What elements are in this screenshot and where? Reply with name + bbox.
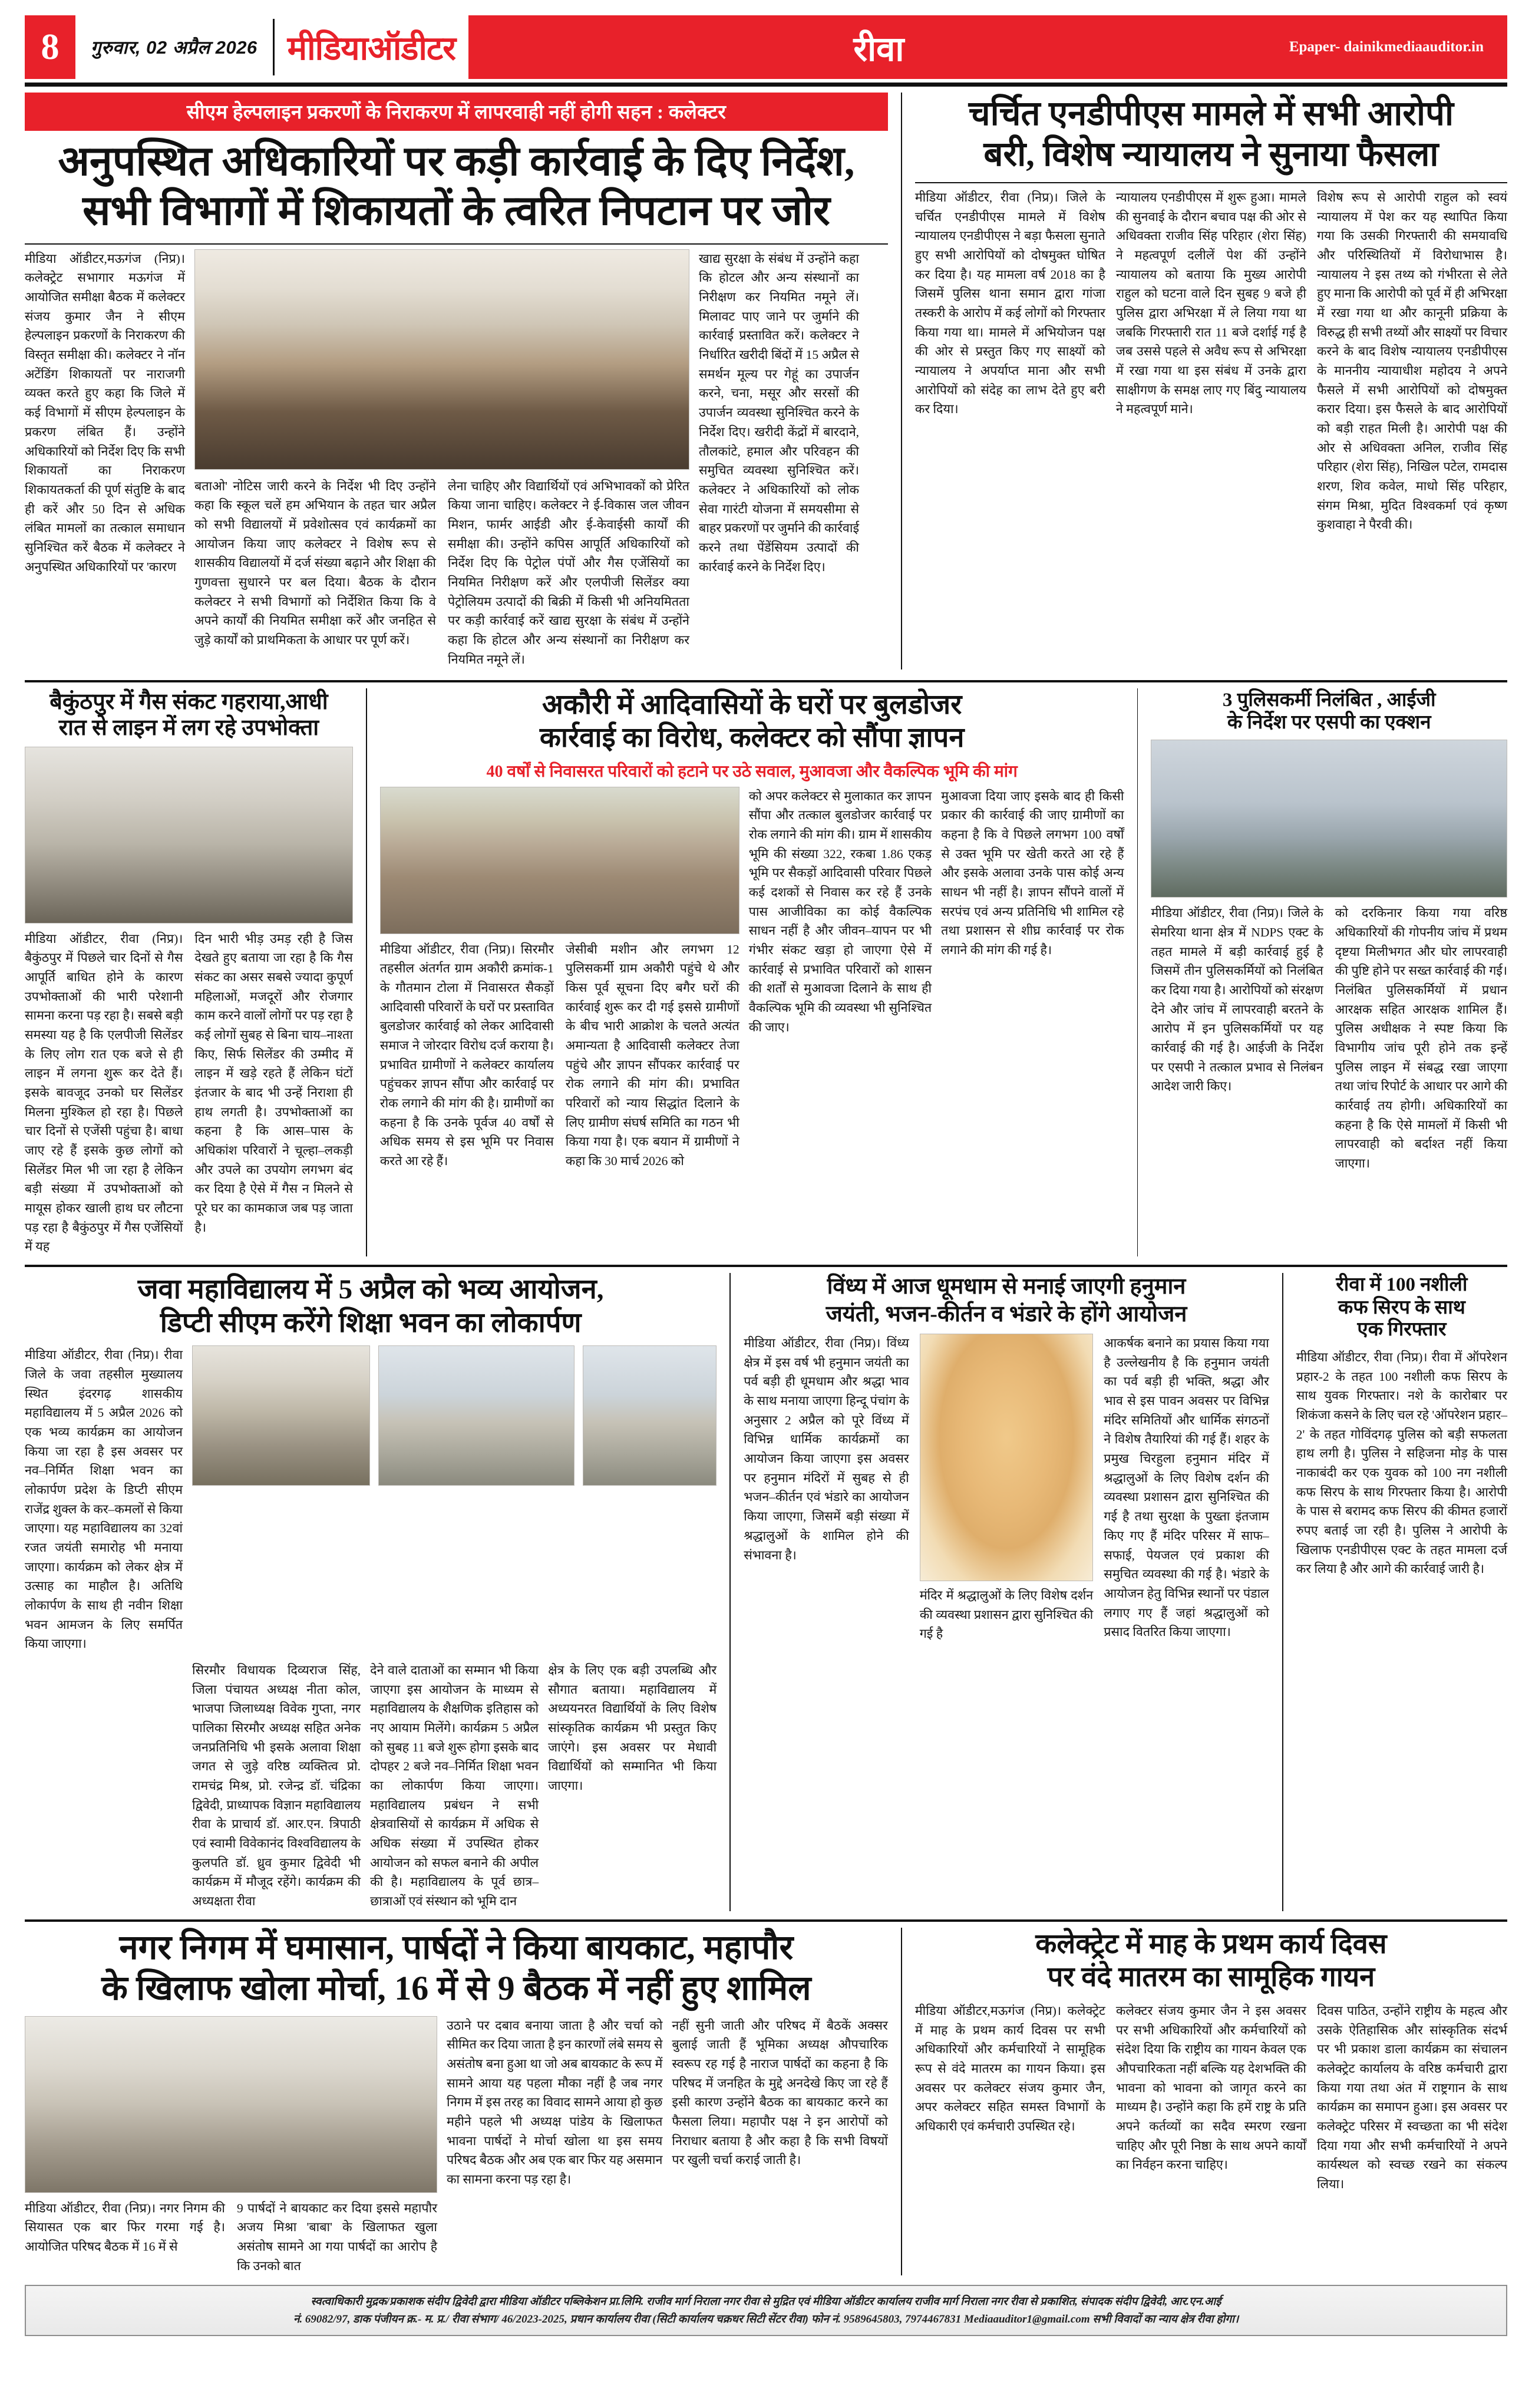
cough-column-1: मीडिया ऑडीटर, रीवा (निप्र)। रीवा में ऑपरेशन प्रहार-2 के तहत 100 नशीली कफ सिरप के साथ युवक गिरफ्तार। नशे के कारोबार पर शिकंजा कसने के लिए चल रहे 'ऑपरेशन प्रहार–2' के तहत गोविंदगढ़ पुलिस को बड़ी सफलता हाथ लगी है। पुलिस ने सहिजना मोड़ के पास नाकाबंदी कर एक युवक को 100 नग नशीली कफ सिरप के साथ गिरफ्तार किया है। आरोपी के पास से बरामद कफ सिरप की कीमत हजारों रुपए बताई जा रही है। पुलिस ने आरोपी के खिलाफ एनडीपीएस एक्ट के तहत मामला दर्ज कर लिया है और आगे की कार्रवाई जारी है। — [1296, 1350, 1507, 1576]
nigam-photo-council — [25, 2016, 437, 2193]
jawa-story — [25, 1273, 717, 1911]
akauri-photo-undercols — [380, 940, 739, 1171]
jawa-top-grid — [25, 1345, 717, 1654]
edition-banner — [468, 15, 1507, 79]
hanuman-photo-caption: मंदिर में श्रद्धालुओं के लिए विशेष दर्शन की व्यवस्था प्रशासन द्वारा सुनिश्चित की गई है — [919, 1588, 1094, 1641]
lead-column-2: बताओ' नोटिस जारी करने के निर्देश भी दिए उन्होंने कहा कि स्कूल चलें हम अभियान के तहत चार अप्रैल को सभी विद्यालयों में प्रवेशोत्सव एवं कार्यक्रमों का आयोजन किया जाए कलेक्टर ने विशेष रूप से शासकीय विद्यालयों में दर्ज संख्या बढ़ाने और शिक्षा की गुणवत्ता सुधारने पर बल दिया। बैठक के दौरान कलेक्टर ने सभी विभागों को निर्देशित किया कि वे अपने कार्यों की नियमित समीक्षा करें और जनहित से जुड़े कार्यों को प्राथमिकता के आधार पर पूर्ण करें। — [194, 479, 436, 648]
ndps-column-2: न्यायालय एनडीपीएस में शुरू हुआ। मामले की सुनवाई के दौरान बचाव पक्ष की ओर से अधिवक्ता राजीव सिंह परिहार (शेरा सिंह) ने महत्वपूर्ण दलीलें पेश कीं उन्होंने न्यायालय को बताया कि मुख्य आरोपी राहुल को घटना वाले दिन सुबह 9 बजे ही पुलिस द्वारा अभिरक्षा में ले लिया गया था जबकि गिरफ्तारी रात 11 बजे दर्शाई गई है जब उससे पहले से अवैध रूप से अभिरक्षा में रखा गया था इस संबंध में उनके द्वारा साक्षीगण के समक्ष लाए गए बिंदु न्यायालय ने महत्वपूर्ण माने। — [1115, 190, 1306, 417]
akauri-story — [380, 688, 1124, 1257]
lead-column-3: लेना चाहिए और विद्यार्थियों एवं अभिभावकों को प्रेरित किया जाना चाहिए। कलेक्टर ने ई-विकास जल जीवन मिशन, फार्मर आईडी और ई-केवाईसी कार्यों की समीक्षा की। उन्होंने कपिस आपूर्ति अधिकारियों को निर्देश दिए कि पेट्रोल पंपों और गैस एजेंसियों का नियमित निरीक्षण करें और एलपीजी सिलेंडर क्या पेट्रोलियम उत्पादों की बिक्री में किसी भी अनियमितता पर कड़ी कार्रवाई करें खाद्य सुरक्षा के संबंध में उन्होंने कहा कि होटल और अन्य संस्थानों का निरीक्षण कर नियमित नमूने लें। — [448, 479, 689, 667]
jawa-headline-line2: डिप्टी सीएम करेंगे शिक्षा भवन का लोकार्पण — [160, 1307, 582, 1338]
lead-photo-meeting — [194, 249, 689, 470]
gas-akauri-divider — [366, 688, 367, 1257]
jawa-hanuman-divider — [729, 1273, 731, 1911]
ndps-column-1: मीडिया ऑडीटर, रीवा (निप्र)। जिले के चर्चित एनडीपीएस मामले में विशेष न्यायालय एनडीपीएस ने बड़ा फैसला सुनाते हुए सभी आरोपियों को दोषमुक्त घोषित कर दिया है। यह मामला वर्ष 2018 का है जिसमें पुलिस थाना समान द्वारा गांजा तस्करी के आरोप में कई लोगों को गिरफ्तार किया गया था। मामले में अभियोजन पक्ष की ओर से प्रस्तुत किए गए साक्ष्यों को न्यायालय ने अपर्याप्त माना और सभी आरोपियों को संदेह का लाभ देते हुए बरी कर दिया। — [914, 190, 1105, 417]
section-bottom — [25, 1928, 1507, 2276]
jawa-photo-building — [378, 1345, 574, 1486]
gas-column-2: दिन भारी भीड़ उमड़ रही है जिस देखते हुए बताया जा रहा है कि गैस संकट का असर सबसे ज्यादा कुपूर्ण महिलाओं, मजदूरों और रोजगार काम करने वालों लोगों पर पड़ रहा है कई लोगों सुबह से बिना चाय–नाश्ता किए, सिर्फ सिलेंडर की उम्मीद में लाइन में खड़े रहते हैं लेकिन घंटों इंतजार के बाद भी उन्हें निराशा ही हाथ लगती है। उपभोक्ताओं का कहना है कि आस–पास के अधिकांश परिवारों ने चूल्हा–लकड़ी और उपले का उपयोग लगभग बंद कर दिया है ऐसे में गैस न मिलने से पूरे घर का कामकाज जब पड़ जाता है। — [194, 931, 353, 1235]
lead-headline-line2: सभी विभागों में शिकायतों के त्वरित निपटान पर जोर — [82, 189, 830, 235]
lead-body-grid — [25, 249, 888, 669]
footer-line-2: नं. 69082/97, डाक पंजीयन क्र.- म. प्र./ रीवा संभाग/ 46/2023-2025, प्रधान कार्यालय रीवा (सिटी कार्यालय चक्रधर सिटी सेंटर रीवा) फोन नं. 9589645803, 7974467831 Mediaauditor1@gmail.com सभी विवादों का न्याय क्षेत्र रीवा होगा। — [293, 2313, 1239, 2325]
nigam-headline-line1: नगर निगम में घमासान, पार्षदों ने किया बायकाट, महापौर — [119, 1928, 794, 1967]
section-middle — [25, 688, 1507, 1257]
gas-photo-street — [25, 747, 353, 923]
akauri-headline-line1: अकौरी में आदिवासियों के घरों पर बुलडोजर — [542, 689, 962, 720]
vande-column-2: कलेक्टर संजय कुमार जैन ने इस अवसर पर सभी अधिकारियों और कर्मचारियों को संदेश दिया कि राष्ट्रीय का गायन केवल एक औपचारिकता नहीं बल्कि यह देशभक्ति की भावना को भावना को जागृत करने का माध्यम है। उन्होंने कहा कि हमें राष्ट्र के प्रति अपने कर्तव्यों का सदैव स्मरण रखना चाहिए और पूरी निष्ठा के साथ अपने कार्यों का निर्वहन करना चाहिए। — [1115, 2004, 1306, 2172]
gas-headline-line1: बैकुंठपुर में गैस संकट गहराया,आधी — [49, 689, 328, 714]
section-lead — [25, 93, 1507, 669]
jawa-column-4: क्षेत्र के लिए एक बड़ी उपलब्धि और सौगात बताया। महाविद्यालय में अध्ययनरत विद्यार्थियों के लिए विशेष सांस्कृतिक कार्यक्रम भी प्रस्तुत किए जाएंगे। इस अवसर पर मेधावी विद्यार्थियों को सम्मानित भी किया जाएगा। — [548, 1663, 717, 1793]
gas-headline-line2: रात से लाइन में लग रहे उपभोक्ता — [58, 715, 319, 741]
section1-bottom-rule — [25, 680, 1507, 682]
jawa-photo-group — [192, 1345, 370, 1486]
cough-story — [1296, 1273, 1507, 1911]
cough-headline-line2: कफ सिरप के साथ — [1338, 1297, 1465, 1318]
ndps-headline-line1: चर्चित एनडीपीएस मामले में सभी आरोपी — [968, 94, 1454, 133]
lead-photo-undercols — [194, 477, 689, 669]
masthead — [25, 15, 1507, 79]
akauri-column-2: जेसीबी मशीन और लगभग 12 पुलिसकर्मी ग्राम अकौरी पहुंचे थे और किस पूर्व सूचना दिए बगैर घरों की कार्रवाई शुरू कर दी गई इससे ग्रामीणों के बीच भारी आक्रोश के चलते अत्यंत अमान्यता है आदिवासी कलेक्टर तेजा पहुंचे और ज्ञापन सौंपकर कार्रवाई पर रोक लगाने की मांग की। प्रभावित परिवारों को न्याय सिद्धांत दिलाने के लिए ग्रामीण संघर्ष समिति का गठन भी किया गया है। एक बयान में ग्रामीणों ने कहा कि 30 मार्च 2026 को — [565, 942, 739, 1169]
suspend-headline-line2: के निर्देश पर एसपी का एक्शन — [1227, 712, 1431, 734]
edition-name: रीवा — [853, 29, 904, 68]
lead-column-4: खाद्य सुरक्षा के संबंध में उन्होंने कहा कि होटल और अन्य संस्थानों का निरीक्षण कर नियमित नमूने लें। मिलावट पाए जाने पर जुर्माने की कार्रवाई प्रस्तावित करें। कलेक्टर ने निर्धारित खरीदी बिंदों में 15 अप्रैल से समर्थन मूल्य पर गेहूं का उपार्जन करने, चना, मसूर और सरसों की उपार्जन व्यवस्था सुनिश्चित करने के निर्देश दिए। खरीदी केंद्रों में बारदाने, तौलकांटे, हमाल और परिवहन की समुचित व्यवस्था सुनिश्चित करें। कलेक्टर ने अधिकारियों को लोक सेवा गारंटी योजना में समयसीमा से बाहर प्रकरणों पर जुर्माने की कार्रवाई करने तथा पेंडेंसियम उत्पादों की कार्रवाई करने के निर्देश दिए। — [699, 251, 859, 574]
vande-headline-line2: पर वंदे मातरम का सामूहिक गायन — [1047, 1962, 1375, 1993]
section1-vertical-divider — [901, 93, 902, 669]
footer-line-1: स्वत्वाधिकारी मुद्रक/प्रकाशक संदीप द्विवेदी द्वारा मीडिया ऑडीटर पब्लिकेशन प्रा.लिमि. राजीव मार्ग निराला नगर रीवा से मुद्रित एवं मीडिया ऑडीटर कार्यालय राजीव मार्ग निराला नगर रीवा से प्रकाशित, संपादक संदीप द्विवेदी, आर.एन.आई — [311, 2295, 1221, 2308]
gas-column-1: मीडिया ऑडीटर, रीवा (निप्र)। बैकुंठपुर में पिछले चार दिनों से गैस आपूर्ति बाधित होने के कारण उपभोक्ताओं की भारी परेशानी सामना करना पड़ रहा है। सबसे बड़ी समस्या यह है कि एलपीजी सिलेंडर के लिए लोग रात एक बजे से ही लाइन में लगना शुरू कर देते हैं। इसके बावजूद उनको घर सिलेंडर मिलना मुश्किल हो रहा है। पिछले चार दिनों से एजेंसी पहुंचा है। बाधा जाए रहे हैं इसके कुछ लोगों को सिलेंडर मिल भी जा रहा है लेकिन बड़ी संख्या में उपभोक्ताओं को मायूस होकर खाली हाथ घर लौटना पड़ रहा है बैकुंठपुर में गैस एजेंसियों में यह — [25, 931, 183, 1254]
nigam-column-1: मीडिया ऑडीटर, रीवा (निप्र)। नगर निगम की सियासत एक बार फिर गरमा गई है। आयोजित परिषद बैठक में 16 में से — [25, 2201, 225, 2254]
jawa-column-3: देने वाले दाताओं का सम्मान भी किया जाएगा इस आयोजन के माध्यम से महाविद्यालय के शैक्षणिक इतिहास को नए आयाम मिलेंगे। कार्यक्रम 5 अप्रैल को सुबह 11 बजे शुरू होगा इसके बाद दोपहर 2 बजे नव–निर्मित शिक्षा भवन का लोकार्पण किया जाएगा। महाविद्यालय प्रबंधन ने सभी क्षेत्रवासियों से कार्यक्रम में अधिक से अधिक संख्या में उपस्थित होकर आयोजन को सफल बनाने की अपील की है। महाविद्यालय के पूर्व छात्र–छात्राओं एवं संस्थान को भूमि दान — [370, 1663, 539, 1909]
jawa-body-grid — [25, 1661, 717, 1911]
footer-imprint — [25, 2285, 1507, 2336]
gas-body-grid — [25, 929, 353, 1256]
lead-story — [25, 93, 888, 669]
lead-kicker: सीएम हेल्पलाइन प्रकरणों के निराकरण में लापरवाही नहीं होगी सहन : कलेक्टर — [25, 93, 888, 131]
jawa-photo-row — [192, 1345, 717, 1654]
jawa-headline-line1: जवा महाविद्यालय में 5 अप्रैल को भव्य आयोजन, — [137, 1274, 604, 1305]
lead-photo-block — [194, 249, 689, 669]
vande-story — [915, 1928, 1507, 2276]
hanuman-column-2: आकर्षक बनाने का प्रयास किया गया है उल्लेखनीय है कि हनुमान जयंती का पर्व बड़ी ही भक्ति, श्रद्धा और भाव से इस पावन अवसर पर विभिन्न मंदिर समितियों और धार्मिक संगठनों ने विशेष तैयारियां की गई हैं। शहर के प्रमुख चिरहुला हनुमान मंदिर में श्रद्धालुओं के लिए विशेष दर्शन की व्यवस्था प्रशासन द्वारा सुनिश्चित की गई है तथा सुरक्षा के पुख्ता इंतजाम किए गए हैं मंदिर परिसर में साफ–सफाई, पेयजल एवं प्रकाश की समुचित व्यवस्था की गई है। भंडारे के आयोजन हेतु विभिन्न स्थानों पर पंडाल लगाए गए हैं जहां श्रद्धालुओं को प्रसाद वितरित किया जाएगा। — [1104, 1336, 1269, 1640]
ndps-rule — [915, 182, 1507, 183]
akauri-column-4: मुआवजा दिया जाए इसके बाद ही किसी प्रकार की कार्रवाई की जाए ग्रामीणों का कहना है कि वे पिछले लगभग 100 वर्षों से उक्त भूमि पर खेती करते आ रहे हैं और इसके अलावा उनके पास कोई अन्य साधन भी नहीं है। ज्ञापन सौंपने वालों में सरपंच एवं अन्य प्रतिनिधि भी शामिल रहे तथा प्रशासन से शीघ्र कार्रवाई पर रोक लगाने की मांग की गई है। — [941, 789, 1124, 958]
suspend-headline-line1: 3 पुलिसकर्मी निलंबित , आईजी — [1222, 689, 1436, 711]
akauri-subheadline: 40 वर्षों से निवासरत परिवारों को हटाने पर उठे सवाल, मुआवजा और वैकल्पिक भूमि की मांग — [486, 762, 1018, 781]
vande-column-3: दिवस पाठित, उन्होंने राष्ट्रीय के महत्व और उसके ऐतिहासिक और सांस्कृतिक संदर्भ पर भी प्रकाश डाला कार्यक्रम का संचालन कलेक्ट्रेट कार्यालय के वरिष्ठ कर्मचारी द्वारा किया गया तथा अंत में राष्ट्रगान के साथ कार्यक्रम का समापन हुआ। इस अवसर पर कलेक्ट्रेट परिसर में स्वच्छता का भी संदेश दिया गया और सभी कर्मचारियों ने अपने कार्यस्थल को स्वच्छ रखने का संकल्प लिया। — [1316, 2004, 1507, 2192]
masthead-rule — [25, 83, 1507, 87]
nigam-photo-block — [25, 2016, 437, 2276]
ndps-story — [915, 93, 1507, 669]
brand-logo: मीडियाऑडीटर — [287, 31, 455, 67]
suspend-column-1: मीडिया ऑडीटर, रीवा (निप्र)। जिले के सेमरिया थाना क्षेत्र में NDPS एक्ट के तहत मामले में बड़ी कार्रवाई हुई है जिसमें तीन पुलिसकर्मियों को निलंबित कर दिया गया है। आरोपियों को संरक्षण देने और जांच में लापरवाही बरतने के आरोप में इन पुलिसकर्मियों पर यह कार्रवाई की गई है। आईजी के निर्देश पर एसपी ने तत्काल प्रभाव से निलंबन आदेश जारी किए। — [1151, 906, 1323, 1094]
nigam-column-3: उठाने पर दबाव बनाया जाता है और चर्चा को सीमित कर दिया जाता है इन कारणों लंबे समय से असंतोष बना हुआ था जो अब बायकाट के रूप में सामने आया यह पहला मौका नहीं है जब नगर निगम में इस तरह का विवाद सामने आया हो कुछ महीने पहले भी अध्यक्ष पांडेय के खिलाफत भावना पार्षदों ने मोर्चा खोला था इस समय परिषद बैठक और अब एक बार फिर यह असमान का सामना करना पड़ रहा है। — [447, 2018, 663, 2187]
ndps-headline-line2: बरी, विशेष न्यायालय ने सुनाया फैसला — [983, 134, 1439, 173]
cough-headline-line3: एक गिरफ्तार — [1357, 1318, 1447, 1340]
vande-headline-line1: कलेक्ट्रेट में माह के प्रथम कार्य दिवस — [1035, 1928, 1387, 1960]
lead-rule — [25, 243, 888, 245]
akauri-body-grid — [380, 787, 1124, 1171]
hanuman-photo-block — [920, 1334, 1094, 1644]
jawa-photo-campus — [583, 1345, 717, 1486]
hanuman-column-1: मीडिया ऑडीटर, रीवा (निप्र)। विंध्य क्षेत्र में इस वर्ष भी हनुमान जयंती का पर्व बड़ी ही धूमधाम और श्रद्धा भाव के साथ मनाया जाएगा हिन्दू पंचांग के अनुसार 2 अप्रैल को पूरे विंध्य में विभिन्न धार्मिक कार्यक्रमों का आयोजन किया जाएगा इस अवसर पर हनुमान मंदिरों में सुबह से ही भजन–कीर्तन एवं भंडारे का आयोजन किया जाएगा, जिसमें बड़ी संख्या में श्रद्धालुओं के शामिल होने की संभावना है। — [744, 1336, 909, 1562]
suspend-story — [1151, 688, 1507, 1257]
akauri-photo-protest — [380, 787, 739, 934]
section-third — [25, 1273, 1507, 1911]
vande-column-1: मीडिया ऑडीटर,मऊगंज (निप्र)। कलेक्ट्रेट में माह के प्रथम कार्य दिवस पर सभी अधिकारियों और कर्मचारियों ने सामूहिक रूप से वंदे मातरम का गायन किया। इस अवसर पर कलेक्टर संजय कुमार जैन, अपर कलेक्टर सहित समस्त विभागों के अधिकारी एवं कर्मचारी उपस्थित रहे। — [914, 2004, 1105, 2134]
jawa-column-2: सिरमौर विधायक दिव्यराज सिंह, जिला पंचायत अध्यक्ष नीता कोल, भाजपा जिलाध्यक्ष विवेक गुप्ता, नगर पालिका सिरमौर अध्यक्ष सहित अनेक जनप्रतिनिधि भी इसके अलावा शिक्षा जगत से जुड़े वरिष्ठ व्यक्तित्व प्रो. रामचंद्र मिश्र, प्रो. रजेन्द्र डॉ. चंद्रिका द्विवेदी, प्राध्यापक विज्ञान महाविद्यालय रीवा के प्राचार्य डॉ. आर.एन. त्रिपाठी एवं स्वामी विवेकानंद विश्वविद्यालय के कुलपति डॉ. ध्रुव कुमार द्विवेदी भी कार्यक्रम में मौजूद रहेंगे। कार्यक्रम की अध्यक्षता रीवा — [192, 1663, 361, 1909]
lead-column-1: मीडिया ऑडीटर,मऊगंज (निप्र)। कलेक्ट्रेट सभागार मऊगंज में आयोजित समीक्षा बैठक में कलेक्टर संजय कुमार जैन ने सीएम हेल्पलाइन प्रकरणों के निराकरण की विस्तृत समीक्षा की। कलेक्टर ने नॉन अटेंडिंग शिकायतों पर नाराजगी व्यक्त करते हुए कहा कि जिले में कई विभागों में सीएम हेल्पलाइन के प्रकरण लंबित हैं। उन्होंने अधिकारियों को निर्देश दिए कि सभी शिकायतों का निराकरण शिकायतकर्ता की पूर्ण संतुष्टि के बाद ही करें और 50 दिन से अधिक लंबित मामलों का तत्काल समाधान सुनिश्चित करें बैठक में कलेक्टर ने अनुपस्थित अधिकारियों पर 'कारण — [25, 251, 185, 574]
nigam-headline-line2: के खिलाफ खोला मोर्चा, 16 में से 9 बैठक में नहीं हुए शामिल — [101, 1968, 811, 2007]
publication-date: गुरुवार, 02 अप्रैल 2026 — [91, 37, 257, 58]
akauri-headline-line2: कार्रवाई का विरोध, कलेक्टर को सौंपा ज्ञापन — [539, 723, 965, 754]
akauri-photo-block — [380, 787, 739, 1171]
nigam-column-4: नहीं सुनी जाती और परिषद में बैठकें अक्सर बुलाई जाती हैं भूमिका अध्यक्ष औपचारिक स्वरूप रह गई है नाराज पार्षदों का कहना है कि परिषद में जनहित के मुद्दे अनदेखे किए जा रहे हैं इसी कारण उन्होंने बैठक का बायकाट करने का फैसला लिया। महापौर पक्ष ने इन आरोपों को निराधार बताया है और कहा है कि सभी विषयों पर खुली चर्चा कराई जाती है। — [672, 2018, 888, 2168]
nigam-body-grid — [25, 2016, 888, 2276]
nigam-photo-undercols — [25, 2199, 437, 2276]
suspend-column-2: को दरकिनार किया गया वरिष्ठ अधिकारियों की गोपनीय जांच में प्रथम दृष्टया मिलीभगत और घोर लापरवाही की पुष्टि होने पर सख्त कार्रवाई की गई। निलंबित पुलिसकर्मियों में प्रधान आरक्षक सहित आरक्षक शामिल हैं। पुलिस अधीक्षक ने स्पष्ट किया कि विभागीय जांच पूरी होने तक इन्हें पुलिस लाइन में संबद्ध रखा जाएगा तथा जांच रिपोर्ट के आधार पर आगे की कार्रवाई तय होगी। अधिकारियों का कहना है कि ऐसे मामलों में किसी भी लापरवाही को बर्दाश्त नहीं किया जाएगा। — [1335, 906, 1508, 1171]
page-number: 8 — [25, 15, 75, 79]
akauri-column-1: मीडिया ऑडीटर, रीवा (निप्र)। सिरमौर तहसील अंतर्गत ग्राम अकौरी क्रमांक-1 के गौतमान टोला में निवासरत सैकड़ों आदिवासी परिवारों के घरों पर प्रस्तावित बुलडोजर कार्रवाई को लेकर आदिवासी समाज ने जोरदार विरोध दर्ज कराया है। प्रभावित ग्रामीणों ने कलेक्टर कार्यालय पहुंचकर ज्ञापन सौंपा और कार्रवाई पर रोक लगाने की मांग की है। ग्रामीणों का कहना है कि उनके पूर्वज 40 वर्षों से अधिक समय से इस भूमि पर निवास करते आ रहे हैं। — [379, 942, 554, 1169]
suspend-photo-gate — [1151, 740, 1507, 898]
hanuman-cough-divider — [1282, 1273, 1283, 1911]
hanuman-photo-idol — [920, 1334, 1094, 1581]
cough-headline-line1: रीवा में 100 नशीली — [1336, 1274, 1468, 1296]
vande-body-grid — [915, 2001, 1507, 2194]
nigam-column-2: 9 पार्षदों ने बायकाट कर दिया इससे महापौर अजय मिश्रा 'बाबा' के खिलाफत खुला असंतोष सामने आ गया पार्षदों का आरोप है कि उनको बात — [237, 2201, 437, 2273]
suspend-body-grid — [1151, 903, 1507, 1173]
section3-bottom-rule — [25, 1919, 1507, 1922]
nigam-vande-divider — [901, 1928, 902, 2276]
jawa-column-1: मीडिया ऑडीटर, रीवा (निप्र)। रीवा जिले के जवा तहसील मुख्यालय स्थित इंदरगढ़ शासकीय महाविद्यालय में 5 अप्रैल 2026 को एक भव्य कार्यक्रम का आयोजन किया जा रहा है इस अवसर पर नव–निर्मित शिक्षा भवन का लोकार्पण प्रदेश के डिप्टी सीएम राजेंद्र शुक्ल के कर–कमलों से किया जाएगा। यह महाविद्यालय का 32वां रजत जयंती समारोह भी मनाया जाएगा। कार्यक्रम को लेकर क्षेत्र में उत्साह का माहौल है। अतिथि लोकार्पण के साथ ही नवीन शिक्षा भवन आमजन के लिए समर्पित किया जाएगा। — [25, 1348, 183, 1651]
hanuman-body-grid — [744, 1334, 1269, 1644]
akauri-suspend-divider — [1137, 688, 1138, 1257]
ndps-column-3: विशेष रूप से आरोपी राहुल को स्वयं न्यायालय में पेश कर यह स्थापित किया गया कि उसकी गिरफ्तारी की समयावधि और परिस्थितियों में विरोधाभास है। न्यायालय ने इस तथ्य को गंभीरता से लेते हुए माना कि आरोपी को पूर्व में ही अभिरक्षा में रखा गया था और कानूनी प्रक्रिया के विरुद्ध ही सभी तथ्यों और साक्ष्यों पर विचार करने के बाद विशेष न्यायालय एनडीपीएस के माननीय न्यायाधीश महोदय ने अपने फैसले में सभी आरोपियों को दोषमुक्त करार दिया। इस फैसले के बाद आरोपियों को बड़ी राहत मिली है। आरोपी पक्ष की ओर से अधिवक्ता अनिल, राजीव सिंह परिहार (शेरा सिंह), निखिल पटेल, रामदास शरण, शिव कवेल, माधो सिंह परिहार, संगम मिश्रा, मुदित विश्वकर्मा एवं कृष्ण कुशवाहा ने पैरवी की। — [1316, 190, 1507, 532]
section2-bottom-rule — [25, 1265, 1507, 1267]
lead-headline-line1: अनुपस्थित अधिकारियों पर कड़ी कार्रवाई के दिए निर्देश, — [58, 139, 855, 184]
hanuman-headline-line2: जयंती, भजन-कीर्तन व भंडारे के होंगे आयोजन — [826, 1301, 1187, 1327]
hanuman-story — [744, 1273, 1269, 1911]
nigam-story — [25, 1928, 888, 2276]
gas-story — [25, 688, 353, 1257]
epaper-url[interactable]: Epaper- dainikmediaauditor.in — [1289, 39, 1484, 55]
akauri-column-3: को अपर कलेक्टर से मुलाकात कर ज्ञापन सौंपा और तत्काल बुलडोजर कार्रवाई पर रोक लगाने की मांग की। ग्राम में शासकीय भूमि की संख्या 322, रकबा 1.86 एकड़ भूमि पर सैकड़ों आदिवासी परिवार पिछले कई दशकों से निवास कर रहे हैं उनके पास आजीविका का कोई वैकल्पिक साधन नहीं है और जीवन–यापन पर भी गंभीर संकट खड़ा हो जाएगा ऐसे में कार्रवाई से प्रभावित परिवारों को शासन की शर्तों से मुआवजा दिलाने के साथ ही वैकल्पिक भूमि की व्यवस्था भी सुनिश्चित की जाए। — [748, 789, 932, 1034]
ndps-body-grid — [915, 188, 1507, 535]
hanuman-headline-line1: विंध्य में आज धूमधाम से मनाई जाएगी हनुमान — [827, 1274, 1186, 1299]
